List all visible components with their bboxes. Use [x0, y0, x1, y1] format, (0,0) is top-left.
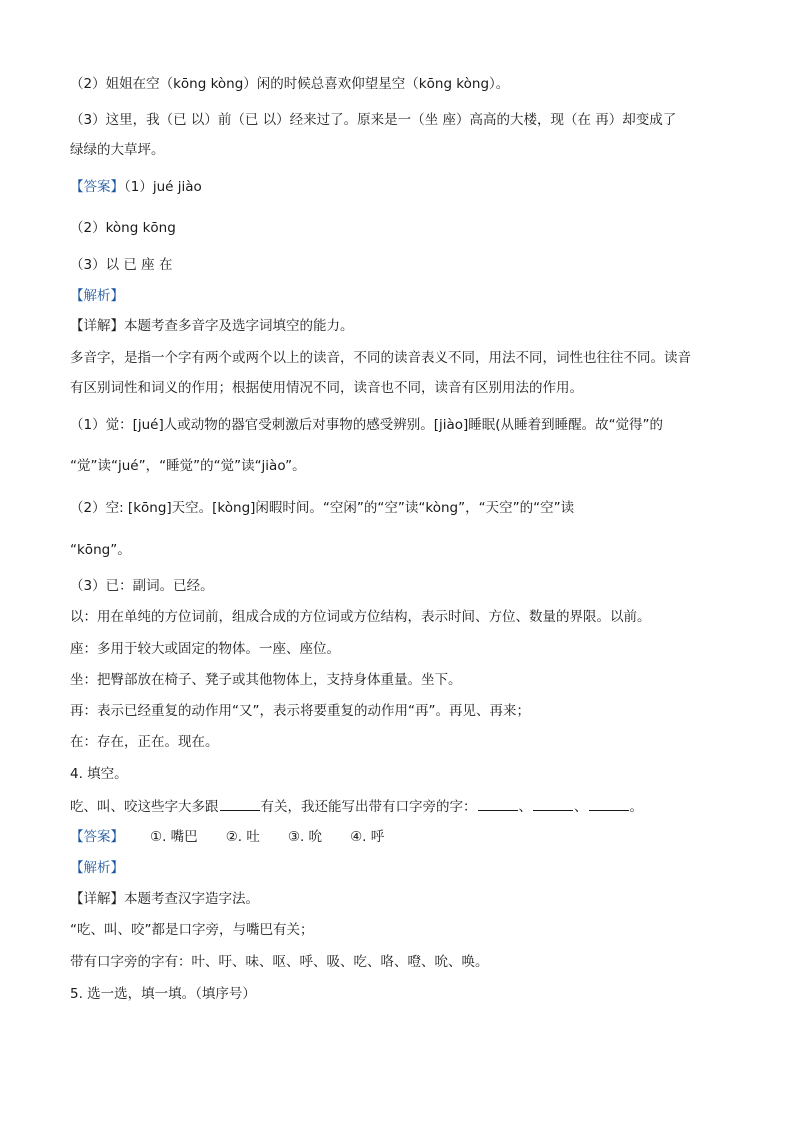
answer-3: （3）以 已 座 在: [70, 257, 173, 273]
question-4-text-b: 有关，我还能写出带有口字旁的字：: [260, 799, 477, 815]
blank-3: [533, 796, 573, 811]
answer-1: （1）jué jiào: [124, 179, 202, 195]
question-4-title: 4. 填空。: [70, 766, 128, 782]
blank-4: [589, 796, 629, 811]
explanation-part-3-line-5: 再：表示已经重复的动作用“又”，表示将要重复的动作用“再”。再见、再来；: [70, 703, 530, 719]
q4-answer-4: ④. 呼: [350, 829, 385, 845]
explanation-line-2: 有区别词性和词义的作用；根据使用情况不同，读音也不同，读音有区别用法的作用。: [70, 380, 583, 396]
explanation-part-1-line-1: （1）觉：[jué]人或动物的器官受刺激后对事物的感受辨别。[jiào]睡眠(从睡着到睡醒。故“觉得”的: [70, 417, 664, 433]
answer-tag: 【答案】: [70, 179, 124, 195]
question-4-answer-row: [70, 827, 412, 847]
explanation-part-3-line-4: 坐：把臀部放在椅子、凳子或其他物体上，支持身体重量。坐下。: [70, 672, 462, 688]
explanation-part-3-line-1: （3）已：副词。已经。: [70, 578, 214, 594]
question-4-end: 。: [629, 799, 643, 815]
question-3-part-3-line-1: （3）这里，我（已 以）前（已 以）经来过了。原来是一（坐 座）高高的大楼，现（在 再）却变成了: [70, 112, 677, 128]
analysis-tag: 【解析】: [70, 288, 124, 304]
explanation-line-1: 多音字，是指一个字有两个或两个以上的读音，不同的读音表义不同，用法不同，词性也往往不同。读音: [70, 350, 691, 366]
answer-tag-q4: 【答案】: [70, 829, 124, 845]
question-5-title: 5. 选一选，填一填。（填序号）: [70, 986, 256, 1002]
separator-2: 、: [574, 799, 588, 815]
explanation-part-3-line-2: 以：用在单纯的方位词前，组成合成的方位词或方位结构，表示时间、方位、数量的界限。以前。: [70, 609, 651, 625]
q4-detail-text: 本题考查汉字造字法。: [124, 891, 259, 907]
question-3-part-2: （2）姐姐在空（kōng kòng）闲的时候总喜欢仰望星空（kōng kòng）。: [70, 76, 510, 92]
q4-answer-3: ③. 吮: [287, 829, 323, 845]
detail-text: 本题考查多音字及选字词填空的能力。: [124, 318, 354, 334]
explanation-part-3-line-6: 在：存在，正在。现在。: [70, 734, 219, 750]
separator-1: 、: [518, 799, 532, 815]
question-4-text-a: 吃、叫、咬这些字大多跟: [70, 799, 219, 815]
question-3-part-3-line-2: 绿绿的大草坪。: [70, 142, 165, 158]
answer-2: （2）kòng kōng: [70, 220, 176, 236]
explanation-part-3-line-3: 座：多用于较大或固定的物体。一座、座位。: [70, 641, 340, 657]
q4-explanation-line-2: 带有口字旁的字有：叶、吁、味、呕、呼、吸、吃、咯、噔、吮、唤。: [70, 954, 489, 970]
q4-explanation-line-1: “吃、叫、咬”都是口字旁，与嘴巴有关；: [70, 922, 314, 938]
blank-2: [478, 796, 518, 811]
explanation-part-2-line-2: “kōng”。: [70, 542, 131, 558]
detail-tag: 【详解】: [70, 318, 124, 334]
detail-tag-q4: 【详解】: [70, 891, 124, 907]
detail-row: [70, 316, 354, 336]
blank-1: [220, 796, 260, 811]
q4-detail-row: [70, 889, 259, 909]
answer-row-1: [70, 177, 202, 197]
question-4-text: [70, 796, 643, 817]
analysis-tag-q4: 【解析】: [70, 860, 124, 876]
explanation-part-2-line-1: （2）空: [kōng]天空。[kòng]闲暇时间。“空闲”的“空”读“kòng”，“天空”的“空”读: [70, 500, 575, 516]
q4-answer-1: ①. 嘴巴: [150, 829, 198, 845]
q4-answer-2: ②. 吐: [225, 829, 260, 845]
explanation-part-1-line-2: “觉”读“jué”，“睡觉”的“觉”读“jiào”。: [70, 458, 306, 474]
